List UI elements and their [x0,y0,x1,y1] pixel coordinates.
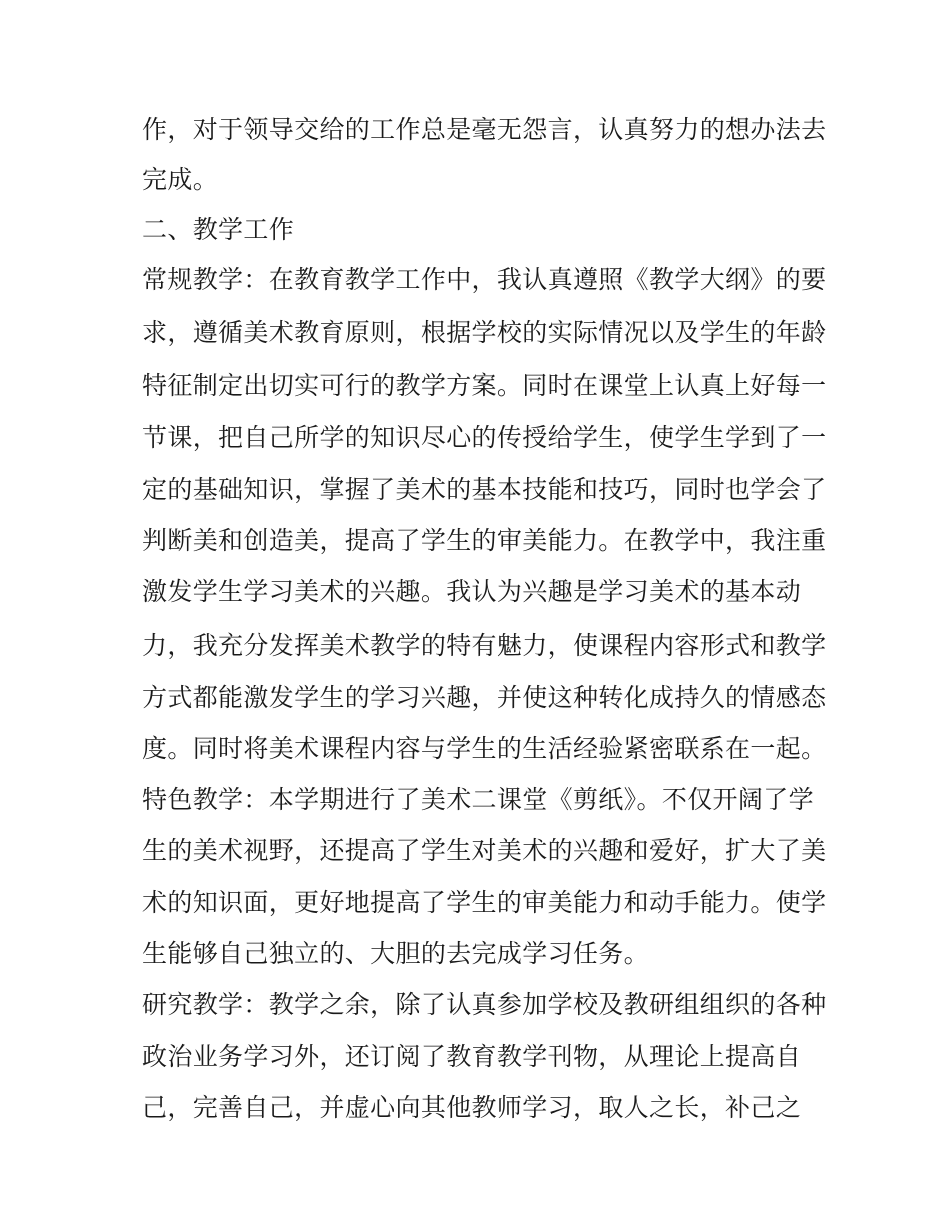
text-line: 生能够自己独立的、大胆的去完成学习任务。 [142,939,650,968]
text-line: 节课，把自己所学的知识尽心的传授给学生，使学生学到了一 [142,423,827,452]
text-line: 定的基础知识，掌握了美术的基本技能和技巧，同时也学会了 [142,475,827,504]
text-line: 政治业务学习外，还订阅了教育教学刊物，从理论上提高自 [142,1042,802,1071]
text-line: 力，我充分发挥美术教学的特有魅力，使课程内容形式和教学 [142,631,827,660]
text-line: 己，完善自己，并虚心向其他教师学习，取人之长，补己之 [142,1093,802,1122]
text-line: 方式都能激发学生的学习兴趣，并使这种转化成持久的情感态 [142,683,827,712]
text-line: 作，对于领导交给的工作总是毫无怨言，认真努力的想办法去 [142,115,827,144]
text-line: 研究教学：教学之余，除了认真参加学校及教研组组织的各种 [142,990,827,1019]
text-line: 完成。 [142,165,219,194]
text-line: 激发学生学习美术的兴趣。我认为兴趣是学习美术的基本动 [142,577,802,606]
text-line: 求，遵循美术教育原则，根据学校的实际情况以及学生的年龄 [142,318,827,347]
text-line: 特色教学：本学期进行了美术二课堂《剪纸》。不仅开阔了学 [142,785,814,814]
text-line: 术的知识面，更好地提高了学生的审美能力和动手能力。使学 [142,888,827,917]
text-line: 常规教学：在教育教学工作中，我认真遵照《教学大纲》的要 [142,265,827,294]
text-line: 生的美术视野，还提高了学生对美术的兴趣和爱好，扩大了美 [142,836,827,865]
text-line: 特征制定出切实可行的教学方案。同时在课堂上认真上好每一 [142,371,827,400]
text-line: 判断美和创造美，提高了学生的审美能力。在教学中，我注重 [142,526,827,555]
section-heading: 二、教学工作 [142,215,295,244]
text-line: 度。同时将美术课程内容与学生的生活经验紧密联系在一起。 [142,734,827,763]
